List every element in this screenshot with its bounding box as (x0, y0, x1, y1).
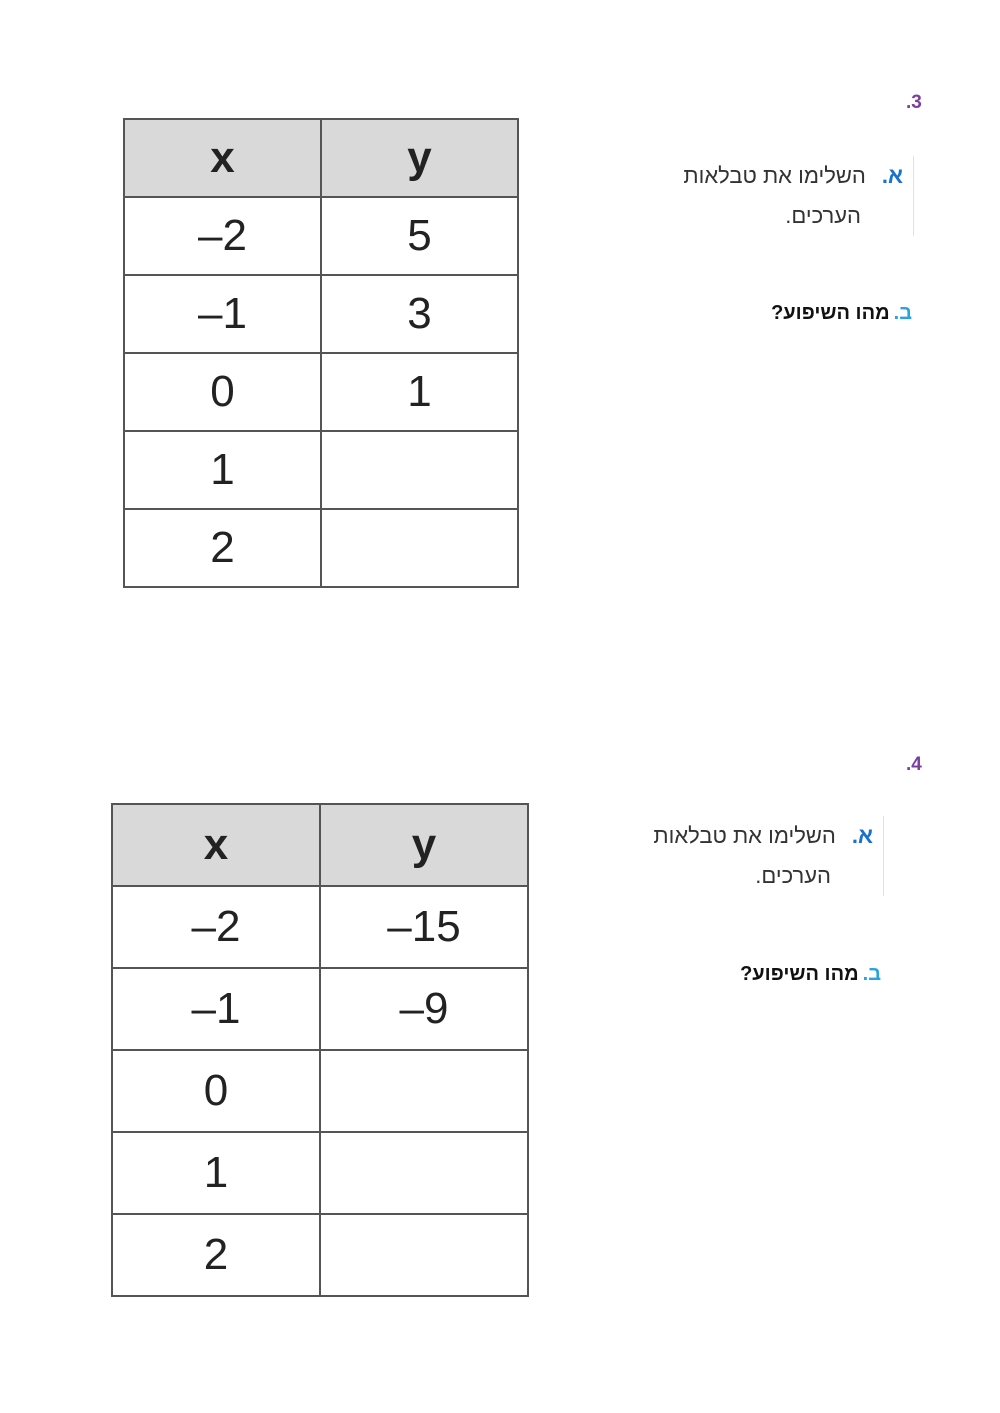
part-a-line-2: הערכים. (755, 863, 831, 888)
y-header: y (321, 119, 518, 197)
question-number: .3 (906, 92, 922, 113)
x-cell: 1 (124, 431, 321, 509)
part-a-instruction (653, 816, 884, 896)
part-a-line-1 (683, 156, 903, 196)
part-b-text: מהו השיפוע? (740, 963, 859, 985)
x-header: x (112, 804, 320, 886)
table-row (124, 509, 518, 587)
part-a-text: השלימו את טבלאות (653, 823, 836, 848)
part-a-instruction (683, 156, 914, 236)
part-a-line-2: הערכים. (785, 203, 861, 228)
part-a-label: א. (881, 163, 903, 188)
x-cell: –2 (124, 197, 321, 275)
values-table (123, 118, 519, 588)
y-cell: –15 (320, 886, 528, 968)
table-row (124, 275, 518, 353)
y-cell: 1 (321, 353, 518, 431)
part-b-label: ב. (862, 963, 881, 985)
x-cell: 2 (112, 1214, 320, 1296)
x-cell: –2 (112, 886, 320, 968)
y-answer-cell[interactable] (320, 1050, 528, 1132)
table-row (112, 1050, 528, 1132)
part-a-label: א. (851, 823, 873, 848)
table-row (112, 968, 528, 1050)
table-row (124, 431, 518, 509)
table-row (112, 1132, 528, 1214)
table-row (112, 1214, 528, 1296)
table-row (112, 886, 528, 968)
y-answer-cell[interactable] (321, 431, 518, 509)
x-cell: –1 (112, 968, 320, 1050)
y-cell: 5 (321, 197, 518, 275)
x-header: x (124, 119, 321, 197)
x-cell: 2 (124, 509, 321, 587)
y-cell: 3 (321, 275, 518, 353)
question-number: .4 (906, 754, 922, 775)
x-cell: 1 (112, 1132, 320, 1214)
x-cell: –1 (124, 275, 321, 353)
part-b-label: ב. (893, 302, 912, 324)
table-row (124, 353, 518, 431)
part-a-text: השלימו את טבלאות (683, 163, 866, 188)
part-a-line-1 (653, 816, 873, 856)
table-header-row (124, 119, 518, 197)
y-header: y (320, 804, 528, 886)
part-b-question (740, 963, 881, 986)
table-header-row (112, 804, 528, 886)
x-cell: 0 (112, 1050, 320, 1132)
values-table (111, 803, 529, 1297)
x-cell: 0 (124, 353, 321, 431)
y-answer-cell[interactable] (320, 1214, 528, 1296)
y-answer-cell[interactable] (320, 1132, 528, 1214)
part-b-question (771, 302, 912, 325)
table-row (124, 197, 518, 275)
part-b-text: מהו השיפוע? (771, 302, 890, 324)
y-cell: –9 (320, 968, 528, 1050)
y-answer-cell[interactable] (321, 509, 518, 587)
